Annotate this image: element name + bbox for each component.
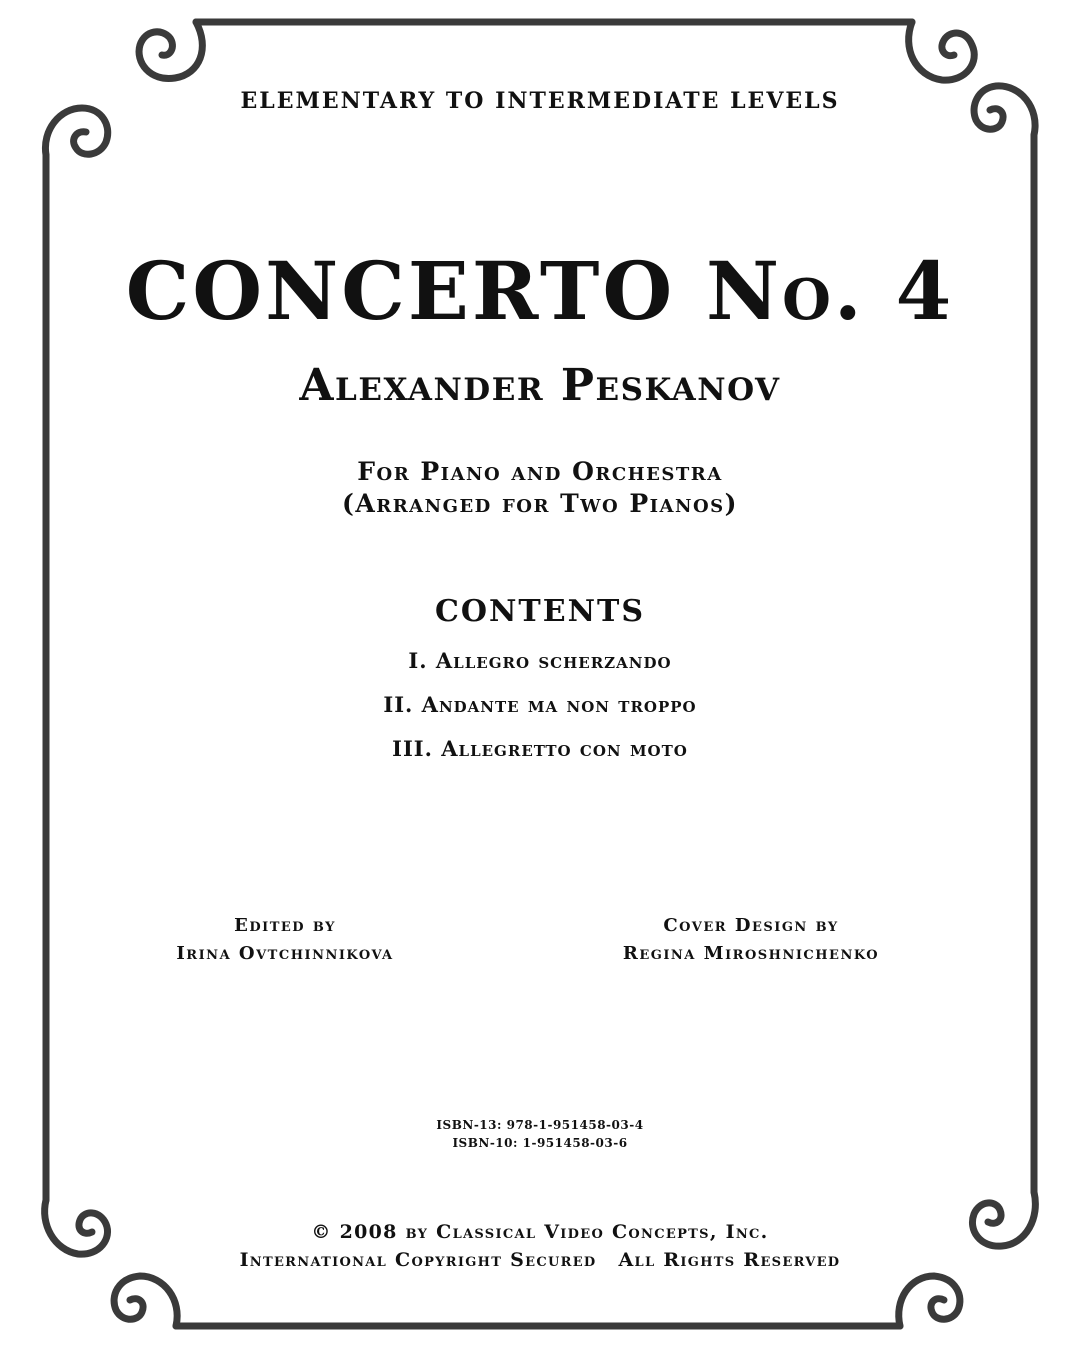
contents-heading: CONTENTS bbox=[434, 594, 646, 629]
subtitle-line-2: (Arranged for Two Pianos) bbox=[342, 489, 738, 518]
subtitle-line-1: For Piano and Orchestra bbox=[357, 457, 723, 486]
title-main: CONCERTO bbox=[125, 244, 676, 338]
editor-name: Irina Ovtchinnikova bbox=[176, 943, 394, 964]
composer-name: Alexander Peskanov bbox=[299, 360, 781, 411]
level-heading: ELEMENTARY TO INTERMEDIATE LEVELS bbox=[240, 88, 840, 114]
movement-item: I. Allegro scherzando bbox=[408, 648, 672, 673]
designer-name: Regina Miroshnichenko bbox=[622, 943, 880, 964]
rights-reserved: All Rights Reserved bbox=[618, 1249, 841, 1271]
designer-role: Cover Design by bbox=[663, 915, 839, 936]
page-title bbox=[0, 243, 1080, 339]
rights-notice bbox=[0, 1249, 1080, 1271]
title-number: No. 4 bbox=[706, 244, 955, 338]
movement-item: II. Andante ma non troppo bbox=[383, 692, 697, 717]
copyright-notice: © 2008 by Classical Video Concepts, Inc. bbox=[311, 1221, 769, 1243]
designer-credit bbox=[571, 912, 931, 968]
copyright-secured: International Copyright Secured bbox=[239, 1249, 597, 1271]
editor-role: Edited by bbox=[234, 915, 336, 936]
isbn-13: ISBN-13: 978-1-951458-03-4 bbox=[436, 1118, 644, 1132]
isbn-10: ISBN-10: 1-951458-03-6 bbox=[452, 1136, 628, 1150]
editor-credit bbox=[105, 912, 465, 968]
movement-item: III. Allegretto con moto bbox=[392, 736, 688, 761]
